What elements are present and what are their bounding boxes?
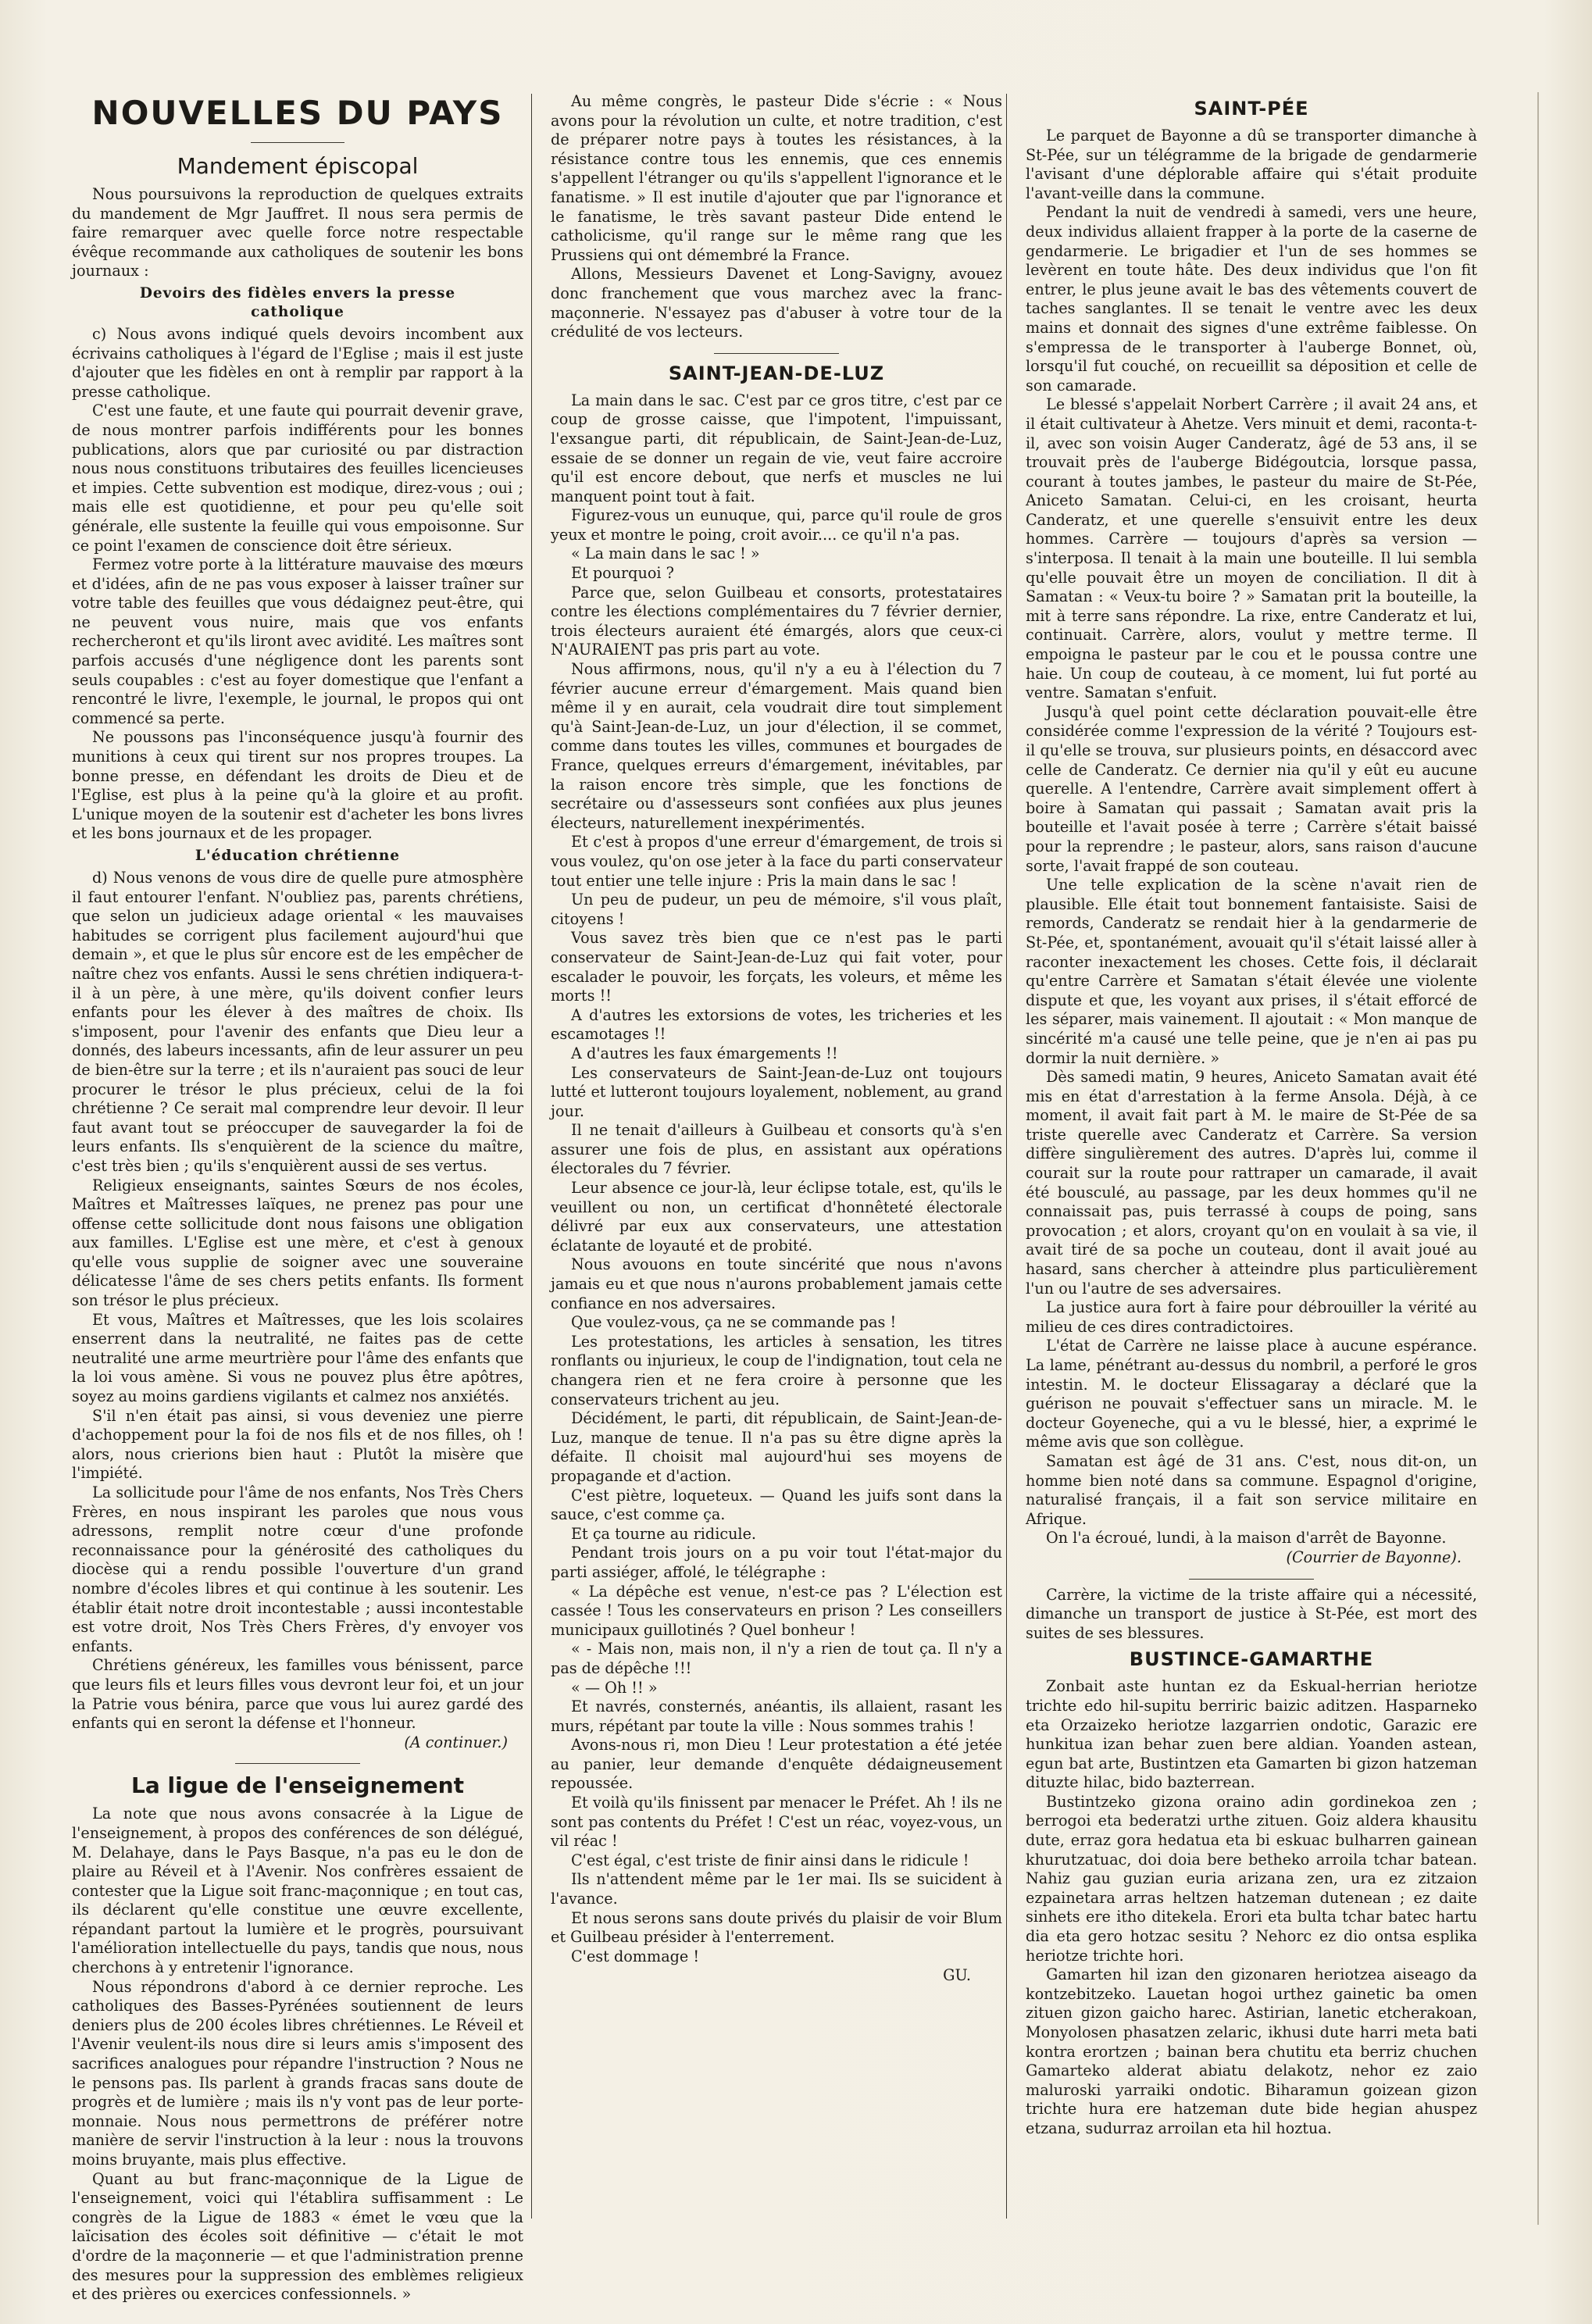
article-title-mandement: Mandement épiscopal [177,153,419,179]
article-title-saint-pee: SAINT-PÉE [1194,98,1309,120]
paragraph: c) Nous avons indiqué quels devoirs incombent aux écrivains catholiques à l'égard de l'Eglise ; mais il est juste d'ajouter que les fidèles en ont à remplir par rapport à la presse catholique. [72,324,523,401]
paragraph: Le parquet de Bayonne a dû se transporter dimanche à St-Pée, sur un télégramme de la brigade de gendarmerie l'avisant d'une déplorable affaire qui s'était produite l'avant-veille dans la commune. [1026,127,1477,202]
paragraph: Et vous, Maîtres et Maîtresses, que les lois scolaires enserrent dans la neutralité, ne faites pas de cette neutralité une arme meurtrière pour l'âme des enfants que la loi vous amène. Si vous ne pouvez plus être apôtres, soyez au moins gardiens vigilants et calmez nos anxiétés. [72,1310,523,1406]
paragraph: La note que nous avons consacrée à la Ligue de l'enseignement, à propos des conférences de son délégué, M. Delahaye, dans le Pays Basque, n'a pas eu le don de plaire au Réveil et à l'Avenir. Nos confrères essaient de contester que la Ligue soit franc-maçonnique ; en tout cas, ils déclarent qu'elle constitue une œuvre excellente, répandant partout la lumière et le progrès, poursuivant l'amélioration intellectuelle du pays, tandis que nous, nous cherchons à y entretenir l'ignorance. [72,1805,523,1977]
paragraph: Samatan est âgé de 31 ans. C'est, nous dit-on, un homme bien noté dans sa commune. Espagnol d'origine, naturalisé français, il a fait son service militaire en Afrique. [1026,1451,1477,1528]
paragraph: Dès samedi matin, 9 heures, Aniceto Samatan avait été mis en état d'arrestation à la ferme Ansola. Déjà, à ce moment, il avait fait part à M. le maire de St-Pée de sa triste querelle avec Canderatz et Carrère. Sa version diffère singulièrement des autres. D'après lui, comme il courait sur la route pour rattraper un camarade, il avait été bousculé, au passage, par les deux hommes qu'il ne connaissait pas, puis terrassé à coups de poing, sans provocation ; et alors, croyant qu'on en voulait à sa vie, il avait tiré de sa poche un couteau, dont il avait joué au hasard, sans chercher à atteindre plus particulièrement l'un ou l'autre de ses adversaires. [1026,1068,1477,1298]
article-title-bustince: BUSTINCE-GAMARTHE [1129,1648,1374,1671]
paragraph: Les protestations, les articles à sensation, les titres ronflants ou injurieux, le coup de l'indignation, tout cela ne changera rien et ne fera croire à personne que les conservateurs trichent au jeu. [551,1332,1002,1408]
paragraph: Un peu de pudeur, un peu de mémoire, s'il vous plaît, citoyens ! [551,891,1002,928]
paragraph: Il ne tenait d'ailleurs à Guilbeau et consorts qu'à s'en assurer une fois de plus, en assistant aux opérations électorales du 7 février. [551,1121,1002,1178]
paragraph: Et ça tourne au ridicule. [571,1524,757,1543]
article-title-saint-jean-de-luz: SAINT-JEAN-DE-LUZ [668,362,885,384]
paragraph: « La main dans le sac ! » [571,544,760,563]
paragraph: Gamarten hil izan den gizonaren heriotzea aiseago da kontzebitzeko. Lauetan hogoi urthez gainetic ba omen zituen gizon gaicho harec. Astirian, lanetic etcherakoan, Monyolosen phasatzen zelaric, ikhusi dute harri meta bati kontra erortzen ; bainan bera chutitu eta berriz chuchen Gamarteko alderat abiatu delakotz, nehor ez zaio maluroski yarraiki ondotic. Biharamun goizean gizon trichte hura ere hatzeman dute bide hegian ahuspez etzana, sudurraz arroilan eta hil hoztua. [1026,1965,1477,2137]
section-title-nouvelles: NOUVELLES DU PAYS [91,94,504,132]
paragraph: Le blessé s'appelait Norbert Carrère ; il avait 24 ans, et il était cultivateur à Ahetze. Vers minuit et demi, raconta-t-il, avec son voisin Auger Canderatz, âgé de 53 ans, il se trouvait près de l'auberge Bidégoutcia, lorsque passa, courant à toutes jambes, le pasteur du maire de St-Pée, Aniceto Samatan. Celui-ci, en les croisant, heurta Canderatz, et une querelle s'ensuivit entre les deux hommes. Carrère — toujours d'après sa version — s'interposa. Il tenait à la main une bouteille. Il lui sembla qu'elle pouvait être un moyen de conciliation. Il dit à Samatan : « Veux-tu boire ? » Samatan prit la bouteille, la mit à terre sans répondre. La rixe, entre Canderatz et lui, continuait. Carrère, alors, voulut y mettre terme. Il empoigna le pasteur par le cou et le poussa contre une haie. Un coup de couteau, à ce moment, lui fut porté au ventre. Samatan s'enfuit. [1026,395,1477,702]
paragraph: « — Oh !! » [571,1678,658,1697]
paragraph: Leur absence ce jour-là, leur éclipse totale, est, qu'ils le veuillent ou non, un certificat d'honnêteté électorale délivré par eux aux conservateurs, une attestation éclatante de loyauté et de probité. [551,1179,1002,1255]
article-separator [235,1763,360,1764]
paragraph: Zonbait aste huntan ez da Eskual-herrian heriotze trichte edo hil-supitu berriric baizic aditzen. Hasparneko eta Orzaizeko heriotze lazgarrien ondotic, Garazic ere hunkitua izan behar zuen bere aldian. Yoanden astean, egun bat arte, Bustintzen eta Gamarten bi gizon hatzeman dituzte hilac, bido bazterrean. [1026,1677,1477,1792]
paragraph: Ils n'attendent même par le 1er mai. Ils se suicident à l'avance. [551,1870,1002,1908]
column-1 [72,92,524,2304]
article-title-ligue: La ligue de l'enseignement [131,1772,464,1799]
paragraph: Religieux enseignants, saintes Sœurs de nos écoles, Maîtres et Maîtresses laïques, ne prenez pas pour une offense cette sollicitude dont nous faisons une obligation aux familles. L'Eglise est une mère, et c'est à genoux qu'elle vous supplie de soigner avec une souveraine délicatesse l'âme de ses chers petits enfants. Ils forment son trésor le plus précieux. [72,1176,523,1310]
paragraph: C'est une faute, et une faute qui pourrait devenir grave, de nous montrer parfois indifférents pour les bonnes publications, alors que par curiosité ou par distraction nous nous constituons tributaires des feuilles licencieuses et impies. Cette subvention est modique, direz-vous ; oui ; mais elle est quotidienne, et pour peu qu'elle soit générale, elle sustente la feuille qui vous empoisonne. Sur ce point l'examen de conscience doit être sérieux. [72,402,523,555]
paragraph: Nous poursuivons la reproduction de quelques extraits du mandement de Mgr Jauffret. Il nous sera permis de faire remarquer avec quelle force notre respectable évêque recommande aux catholiques de soutenir les bons journaux : [72,185,523,280]
paragraph: Et voilà qu'ils finissent par menacer le Préfet. Ah ! ils ne sont pas contents du Préfet ! C'est un réac, voyez-vous, un vil réac ! [551,1794,1002,1851]
paragraph: Et nous serons sans doute privés du plaisir de voir Blum et Guilbeau présider à l'enterrement. [551,1908,1002,1947]
paragraph: Que voulez-vous, ça ne se commande pas ! [571,1313,897,1332]
paragraph: Pendant trois jours on a pu voir tout l'état-major du parti assiéger, affolé, le télégraphe : [551,1544,1002,1581]
paragraph: C'est égal, c'est triste de finir ainsi dans le ridicule ! [571,1851,969,1869]
paragraph: « - Mais non, mais non, il n'y a rien de tout ça. Il n'y a pas de dépêche !!! [551,1640,1002,1677]
paragraph: C'est piètre, loqueteux. — Quand les juifs sont dans la sauce, c'est comme ça. [551,1486,1002,1524]
paragraph: S'il n'en était pas ainsi, si vous deveniez une pierre d'achoppement pour la foi de nos fils et de nos filles, oh ! alors, nous crierions bien haut : Plutôt la misère que l'impiété. [72,1406,523,1483]
paragraph: A d'autres les extorsions de votes, les tricheries et les escamotages !! [551,1005,1002,1044]
paragraph: Les conservateurs de Saint-Jean-de-Luz ont toujours lutté et lutteront toujours loyalement, noblement, au grand jour. [551,1063,1002,1120]
paragraph: A d'autres les faux émargements !! [571,1044,838,1062]
paragraph: La justice aura fort à faire pour débrouiller la vérité au milieu de ces dires contradictoires. [1026,1298,1477,1336]
paragraph: Au même congrès, le pasteur Dide s'écrie : « Nous avons pour la révolution un culte, et notre tradition, c'est de préparer notre pays à toutes les résistances, à la résistance contre tous les ennemis, que ces ennemis s'appellent l'étranger ou qu'ils s'appellent l'ignorance et le fanatisme. » Il est inutile d'ajouter que par l'ignorance et le fanatisme, le très savant pasteur Dide entend le catholicisme, qu'il range sur le même rang que les Prussiens qui ont démembré la France. [551,92,1002,264]
paragraph: Chrétiens généreux, les familles vous bénissent, parce que leurs fils et leurs filles vous devront leur foi, et un jour la Patrie vous bénira, parce que vous lui aurez gardé des enfants qui en seront la défense et l'honneur. [72,1656,523,1733]
article-separator [1189,1579,1314,1580]
paragraph: Une telle explication de la scène n'avait rien de plausible. Elle était tout bonnement fantaisiste. Saisi de remords, Canderatz se rendait hier à la gendarmerie de St-Pée, et, spontanément, avouait qu'il s'était laissé aller à raconter inexactement les choses. Cette fois, il déclarait qu'entre Carrère et Samatan s'était élevée une violente dispute et que, les voyant aux prises, il s'était efforcé de les séparer, mais vainement. Il ajoutait : « Mon manque de sincérité m'a causé une telle peine, que je n'en ai pas pu dormir la nuit dernière. » [1026,876,1477,1067]
continuation-note: (A continuer.) [404,1733,508,1751]
paragraph: Nous affirmons, nous, qu'il n'y a eu à l'élection du 7 février aucune erreur d'émargement. Mais quand bien même il y en aurait, cela voudrait dire tout simplement qu'à Saint-Jean-de-Luz, un jour d'élection, il se commet, comme dans toutes les villes, communes et bourgades de France, quelques erreurs d'émargement, inévitables, par la raison encore très simple, que les fonctions de secrétaire ou d'assesseurs sont confiées aux plus jeunes électeurs, naturellement inexpérimentés. [551,660,1002,832]
paragraph: Fermez votre porte à la littérature mauvaise des mœurs et d'idées, afin de ne pas vous exposer à laisser traîner sur votre table des feuilles que vous dédaignez peut-être, qui ne peuvent vous nuire, mais que vos enfants rechercheront et qu'ils liront avec avidité. Les maîtres sont parfois accusés d'une négligence dont les parents sont seuls coupables : c'est au foyer domestique que l'enfant a rencontré le livre, l'exemple, le journal, le propos qui ont commencé sa perte. [72,555,524,727]
paragraph: Et pourquoi ? [571,564,674,583]
paragraph: « La dépêche est venue, n'est-ce pas ? L'élection est cassée ! Tous les conservateurs en prison ? Les conseillers municipaux guillotinés ? Quel bonheur ! [551,1582,1002,1639]
paragraph: L'état de Carrère ne laisse place à aucune espérance. La lame, pénétrant au-dessus du nombril, a perforé le gros intestin. M. le docteur Elissagaray a déclaré que la guérison ne pouvait s'effectuer sans un miracle. M. le docteur Goyeneche, qui a vu le blessé, hier, a exprimé le même avis que son collègue. [1026,1337,1477,1451]
paragraph: Et navrés, consternés, anéantis, ils allaient, rasant les murs, répétant par toute la ville : Nous sommes trahis ! [551,1697,1002,1735]
paragraph: Avons-nous ri, mon Dieu ! Leur protestation a été jetée au panier, leur demande d'enquête dédaigneusement repoussée. [551,1736,1002,1793]
paragraph: Jusqu'à quel point cette déclaration pouvait-elle être considérée comme l'expression de la vérité ? Toujours est-il qu'elle se trouva, sur plusieurs points, en désaccord avec celle de Canderatz. Ce dernier nia qu'il y eût eu aucune querelle. A l'entendre, Carrère avait simplement offert à boire à Samatan qui passait ; Samatan avait pris la bouteille et l'avait posée à terre ; Carrère s'était baissé pour la reprendre ; le pasteur, alors, sans raison d'aucune sorte, l'avait frappé de son couteau. [1026,702,1477,875]
paragraph: Pendant la nuit de vendredi à samedi, vers une heure, deux individus allaient frapper à la porte de la caserne de gendarmerie. Le brigadier et l'un de ses hommes se levèrent en toute hâte. Des deux individus que l'on fit entrer, le plus jeune avait le bas des vêtements couvert de taches sanglantes. Il se tenait le ventre avec les deux mains et donnait des signes d'une extrême faiblesse. On s'empressa de le transporter à l'auberge Bonnet, où, lorsqu'il fut couché, on recueillit sa déposition et celle de son camarade. [1026,203,1477,394]
margin-fold-line [1537,92,1539,2225]
subhead-education: L'éducation chrétienne [195,848,401,864]
paragraph: Figurez-vous un eunuque, qui, parce qu'il roule de gros yeux et montre le poing, croit avoir.... ce qu'il n'a pas. [551,506,1002,544]
paragraph: C'est dommage ! [571,1947,700,1965]
column-rule-1 [531,94,532,2219]
signature: GU. [943,1966,971,1985]
paragraph: d) Nous venons de vous dire de quelle pure atmosphère il faut entourer l'enfant. N'oubliez pas, parents chrétiens, que selon un judicieux adage oriental « les mauvaises habitudes se corrigent plus facilement aujourd'hui que demain », et que le plus sûr encore est de les empêcher de naître chez vos enfants. Aussi le sens chrétien indiquera-t-il à un père, à une mère, qu'ils doivent confier leurs enfants pour les élever à des maîtres de choix. Ils s'imposent, pour l'avenir des enfants que Dieu leur a donnés, des labeurs incessants, afin de leur assurer un peu de bien-être sur la terre ; et ils n'auraient pas souci de leur procurer le trésor le plus précieux, celui de la foi chrétienne ? Ce serait mal comprendre leur devoir. Il leur faut avant tout se préoccuper de sauvegarder la foi de leurs enfants. Ils s'enquièrent de la science du maître, c'est très bien ; qu'ils s'enquièrent aussi de ses vertus. [72,869,523,1175]
subhead-devoirs: Devoirs des fidèles envers la presse catholique [139,284,456,320]
paragraph: Carrère, la victime de la triste affaire qui a nécessité, dimanche un transport de justice à St-Pée, est mort des suites de ses blessures. [1026,1585,1477,1642]
paragraph: Parce que, selon Guilbeau et consorts, protestataires contre les élections complémentaires du 7 février dernier, trois électeurs auraient été émargés, alors que ceux-ci N'AURAIENT pas pris part au vote. [551,583,1002,659]
paragraph: Nous répondrons d'abord à ce dernier reproche. Les catholiques des Basses-Pyrénées soutiennent de leurs deniers plus de 200 écoles libres chrétiennes. Le Réveil et l'Avenir veulent-ils nous dire si leurs amis s'imposent des sacrifices analogues pour répandre l'instruction ? Nous ne le pensons pas. Ils parlent à grands fracas sans doute de progrès et de lumière ; mais ils n'y vont pas de leur porte-monnaie. Nous nous permettrons de préférer notre manière de servir l'instruction à la leur : nous la trouvons moins bruyante, mais plus effective. [72,1977,523,2169]
paragraph: Quant au but franc-maçonnique de la Ligue de l'enseignement, voici qui l'établira suffisamment : Le congrès de la Ligue de 1883 « émet le vœu que la laïcisation des écoles soit définitive — c'était le mot d'ordre de la maçonnerie — et que l'administration prenne des mesures pour la suppression des emblèmes religieux et des prières ou exercices confessionnels. » [72,2169,523,2304]
paragraph: Bustintzeko gizona oraino adin gordinekoa zen ; berrogoi eta bederatzi urthe zituen. Goiz aldera khausitu dute, erraz gora hedatua eta bi eskuac bulharren gainean khurutzatuac, doi doia bere betheko arroila tchar batean. Nahiz gau guzian euria arizana zen, ura ez zitzaion ezpainetara arras heltzen hatzeman dutenean ; ez daite sinhets ere itho ditekela. Erori eta bulta tchar batec hartu dia eta gero hotzac sesitu ? Nehorc ez dio ontsa esplika heriotze trichte hori. [1026,1792,1477,1965]
paragraph: Ne poussons pas l'inconséquence jusqu'à fournir des munitions à ceux qui tirent sur nos propres troupes. La bonne presse, en défendant les droits de Dieu et de l'Eglise, est plus à la peine qu'à la gloire et au profit. L'unique moyen de la soutenir est d'acheter les bons livres et les bons journaux et de les propager. [72,728,523,843]
column-2 [551,92,1002,2272]
column-3 [1026,92,1477,2272]
title-rule [251,142,344,143]
paragraph: Allons, Messieurs Davenet et Long-Savigny, avouez donc franchement que vous marchez avec la franc-maçonnerie. N'essayez pas d'abuser à votre tour de la crédulité de vos lecteurs. [551,265,1002,341]
paragraph: Vous savez très bien que ce n'est pas le parti conservateur de Saint-Jean-de-Luz qui fait voter, pour escalader le pouvoir, les forçats, les voleurs, et même les morts !! [551,929,1002,1005]
paragraph: On l'a écroué, lundi, à la maison d'arrêt de Bayonne. [1046,1529,1447,1548]
paragraph: La main dans le sac. C'est par ce gros titre, c'est par ce coup de grosse caisse, que l'impotent, l'impuissant, l'exsangue parti, dit républicain, de Saint-Jean-de-Luz, essaie de se donner un regain de vie, veut faire accroire qu'il est encore debout, que nerfs et muscles ne lui manquent point tout à fait. [551,391,1002,505]
paragraph: Et c'est à propos d'une erreur d'émargement, de trois si vous voulez, qu'on ose jeter à la face du parti conservateur tout entier une telle injure : Pris la main dans le sac ! [551,833,1002,890]
paragraph: Nous avouons en toute sincérité que nous n'avons jamais eu et que nous n'aurons probablement jamais cette confiance en nos adversaires. [551,1255,1002,1312]
paragraph: Décidément, le parti, dit républicain, de Saint-Jean-de-Luz, manque de tenue. Il n'a pas su être digne après la défaite. Il choisit mal aujourd'hui ses moyens de propagande et d'action. [551,1409,1002,1485]
article-separator [714,353,839,354]
column-rule-2 [1006,94,1007,2219]
source-credit: (Courrier de Bayonne). [1286,1548,1462,1566]
paragraph: La sollicitude pour l'âme de nos enfants, Nos Très Chers Frères, en nous inspirant les paroles que nous vous adressons, remplit notre cœur d'une profonde reconnaissance pour la générosité des catholiques du diocèse qui a rendu possible l'ouverture d'un grand nombre d'écoles libres et qui continue à les soutenir. Les établir était notre droit incontestable ; aussi incontestable est votre droit, Nos Très Chers Frères, d'y envoyer vos enfants. [72,1483,523,1655]
